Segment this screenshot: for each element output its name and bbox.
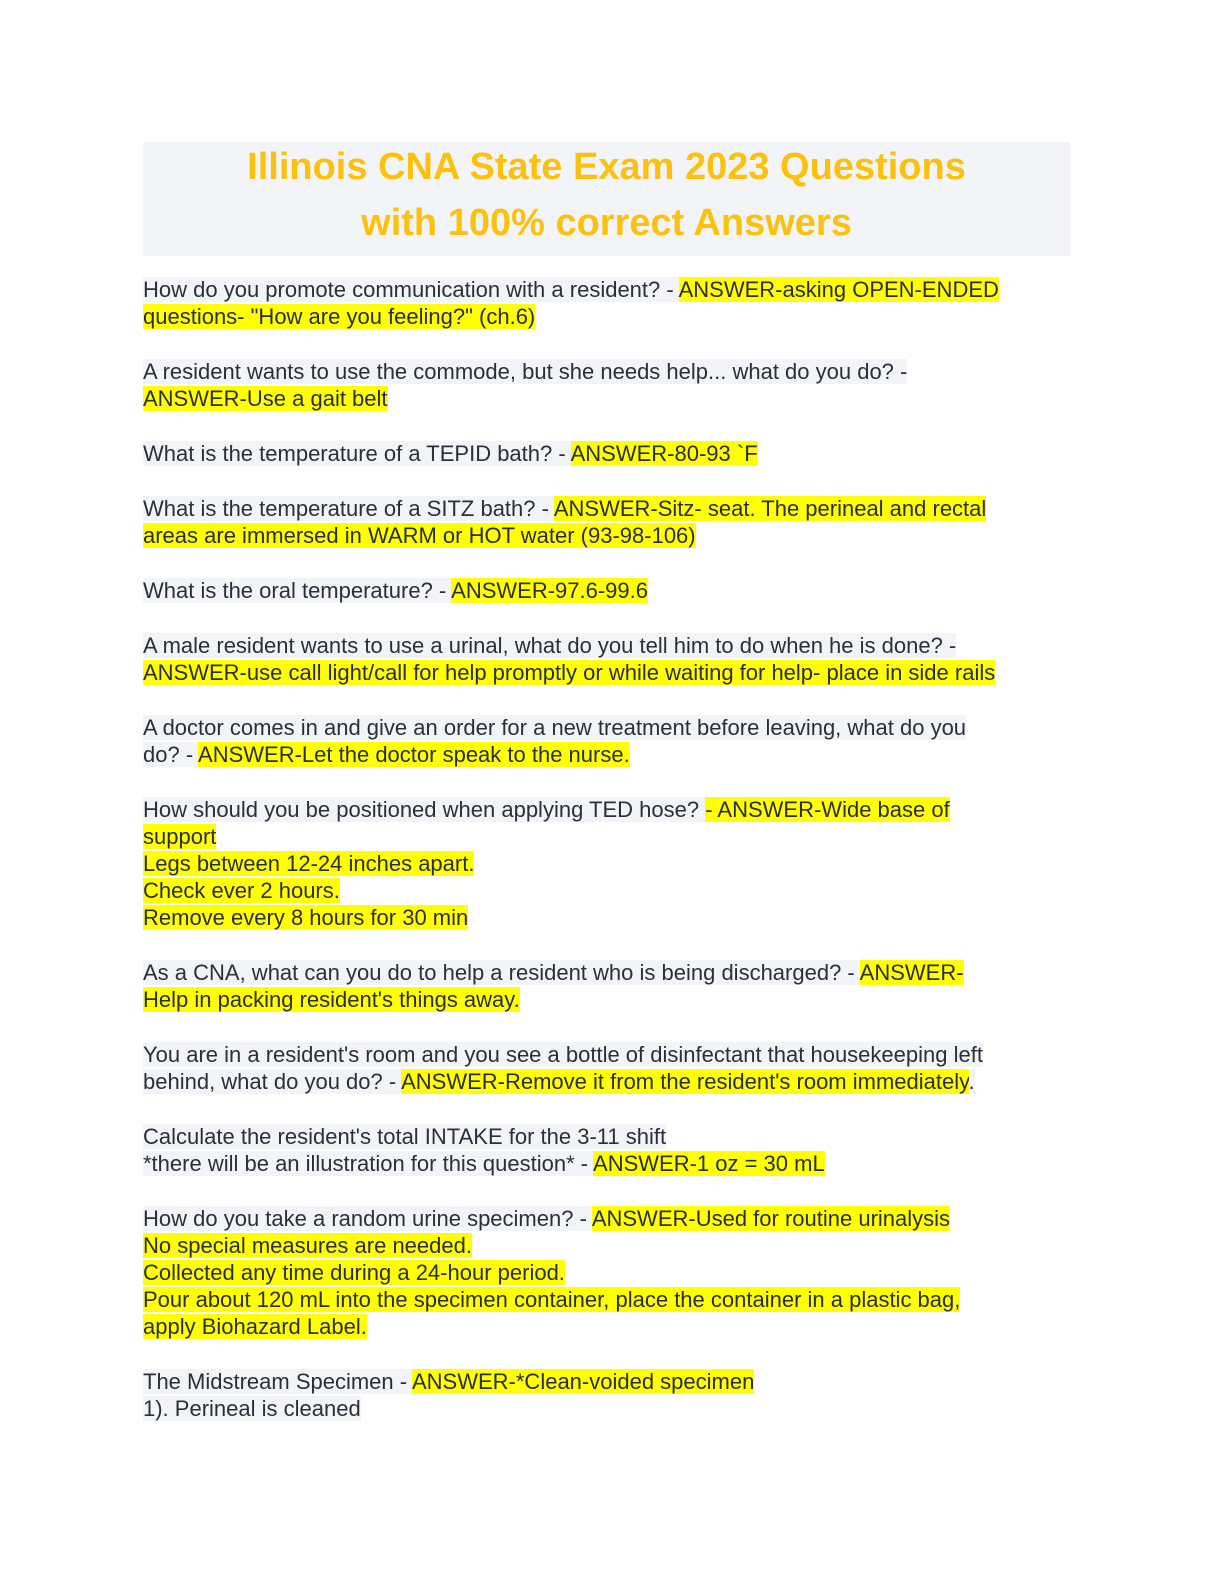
qa-line — [143, 276, 1073, 303]
qa-item — [143, 495, 1073, 549]
question-text: do? - — [143, 742, 199, 767]
question-text: A doctor comes in and give an order for a new treatment before leaving, what do you — [143, 715, 967, 740]
qa-line — [143, 1313, 1073, 1340]
answer-text: ANSWER-80-93 `F — [570, 441, 758, 466]
qa-line — [143, 1232, 1073, 1259]
answer-text: ANSWER-Used for routine urinalysis — [591, 1206, 951, 1231]
answer-text: ANSWER-*Clean-voided specimen — [411, 1369, 755, 1394]
question-text: What is the temperature of a TEPID bath? - — [143, 441, 571, 466]
title-banner — [143, 142, 1070, 256]
qa-spacer — [143, 768, 1073, 796]
qa-line — [143, 986, 1073, 1013]
qa-line — [143, 358, 1073, 385]
question-text: A resident wants to use the commode, but she needs help... what do you do? - — [143, 359, 908, 384]
answer-text: No special measures are needed. — [143, 1233, 472, 1258]
qa-item — [143, 1041, 1073, 1095]
qa-line — [143, 1041, 1073, 1068]
question-text: . — [968, 1069, 975, 1094]
question-text: behind, what do you do? - — [143, 1069, 402, 1094]
answer-text: Legs between 12-24 inches apart. — [143, 851, 475, 876]
qa-line — [143, 385, 1073, 412]
qa-spacer — [143, 1177, 1073, 1205]
qa-spacer — [143, 1340, 1073, 1368]
qa-line — [143, 1068, 1073, 1095]
answer-text: apply Biohazard Label. — [143, 1314, 367, 1339]
question-text: The Midstream Specimen - — [143, 1369, 412, 1394]
qa-line — [143, 1205, 1073, 1232]
qa-line — [143, 1259, 1073, 1286]
answer-text: areas are immersed in WARM or HOT water (93-98-106) — [143, 523, 696, 548]
answer-text: Pour about 120 mL into the specimen container, place the container in a plastic bag, — [143, 1287, 961, 1312]
question-text: What is the temperature of a SITZ bath? - — [143, 496, 554, 521]
qa-line — [143, 741, 1073, 768]
document-title-line-2: with 100% correct Answers — [361, 202, 852, 244]
qa-item — [143, 1205, 1073, 1340]
question-text: How do you promote communication with a resident? - — [143, 277, 679, 302]
qa-line — [143, 877, 1073, 904]
answer-text: Remove every 8 hours for 30 min — [143, 905, 469, 930]
qa-line — [143, 659, 1073, 686]
answer-text: ANSWER- — [859, 960, 964, 985]
qa-item — [143, 796, 1073, 931]
qa-item — [143, 714, 1073, 768]
qa-spacer — [143, 1095, 1073, 1123]
qa-line — [143, 1123, 1073, 1150]
qa-spacer — [143, 931, 1073, 959]
qa-list — [143, 276, 1073, 1422]
answer-text: Collected any time during a 24-hour period. — [143, 1260, 565, 1285]
answer-text: Help in packing resident's things away. — [143, 987, 520, 1012]
qa-item — [143, 577, 1073, 604]
question-text: 1). Perineal is cleaned — [143, 1396, 361, 1421]
qa-item — [143, 632, 1073, 686]
qa-spacer — [143, 330, 1073, 358]
qa-item — [143, 1123, 1073, 1177]
question-text: How should you be positioned when applying TED hose? — [143, 797, 706, 822]
qa-line — [143, 823, 1073, 850]
qa-item — [143, 358, 1073, 412]
answer-text: ANSWER-Use a gait belt — [143, 386, 388, 411]
qa-line — [143, 959, 1073, 986]
qa-line — [143, 632, 1073, 659]
question-text: A male resident wants to use a urinal, what do you tell him to do when he is done? - — [143, 633, 957, 658]
qa-spacer — [143, 1013, 1073, 1041]
qa-line — [143, 850, 1073, 877]
answer-text: ANSWER-Let the doctor speak to the nurse. — [198, 742, 630, 767]
qa-line — [143, 714, 1073, 741]
qa-item — [143, 276, 1073, 330]
qa-line — [143, 1150, 1073, 1177]
qa-line — [143, 904, 1073, 931]
question-text: As a CNA, what can you do to help a resident who is being discharged? - — [143, 960, 860, 985]
qa-item — [143, 440, 1073, 467]
qa-line — [143, 522, 1073, 549]
answer-text: ANSWER-1 oz = 30 mL — [593, 1151, 825, 1176]
answer-text: Check ever 2 hours. — [143, 878, 340, 903]
question-text: You are in a resident's room and you see a bottle of disinfectant that housekeeping left — [143, 1042, 983, 1067]
answer-text: support — [143, 824, 217, 849]
question-text: What is the oral temperature? - — [143, 578, 452, 603]
qa-spacer — [143, 604, 1073, 632]
qa-item — [143, 959, 1073, 1013]
qa-line — [143, 303, 1073, 330]
answer-text: ANSWER-asking OPEN-ENDED — [678, 277, 999, 302]
question-text: *there will be an illustration for this question* - — [143, 1151, 594, 1176]
answer-text: ANSWER-97.6-99.6 — [451, 578, 648, 603]
answer-text: ANSWER-Sitz- seat. The perineal and rectal — [553, 496, 987, 521]
qa-line — [143, 495, 1073, 522]
qa-spacer — [143, 549, 1073, 577]
question-text: Calculate the resident's total INTAKE for the 3-11 shift — [143, 1124, 667, 1149]
qa-line — [143, 1286, 1073, 1313]
answer-text: - ANSWER-Wide base of — [705, 797, 950, 822]
qa-line — [143, 1395, 1073, 1422]
answer-text: questions- "How are you feeling?" (ch.6) — [143, 304, 536, 329]
qa-line — [143, 577, 1073, 604]
document-title-line-1: Illinois CNA State Exam 2023 Questions — [247, 146, 966, 188]
question-text: How do you take a random urine specimen? - — [143, 1206, 592, 1231]
qa-spacer — [143, 467, 1073, 495]
qa-spacer — [143, 412, 1073, 440]
qa-item — [143, 1368, 1073, 1422]
answer-text: ANSWER-use call light/call for help promptly or while waiting for help- place in side rails — [143, 660, 996, 685]
qa-line — [143, 1368, 1073, 1395]
answer-text: ANSWER-Remove it from the resident's room immediately — [401, 1069, 969, 1094]
qa-line — [143, 440, 1073, 467]
qa-spacer — [143, 686, 1073, 714]
qa-line — [143, 796, 1073, 823]
